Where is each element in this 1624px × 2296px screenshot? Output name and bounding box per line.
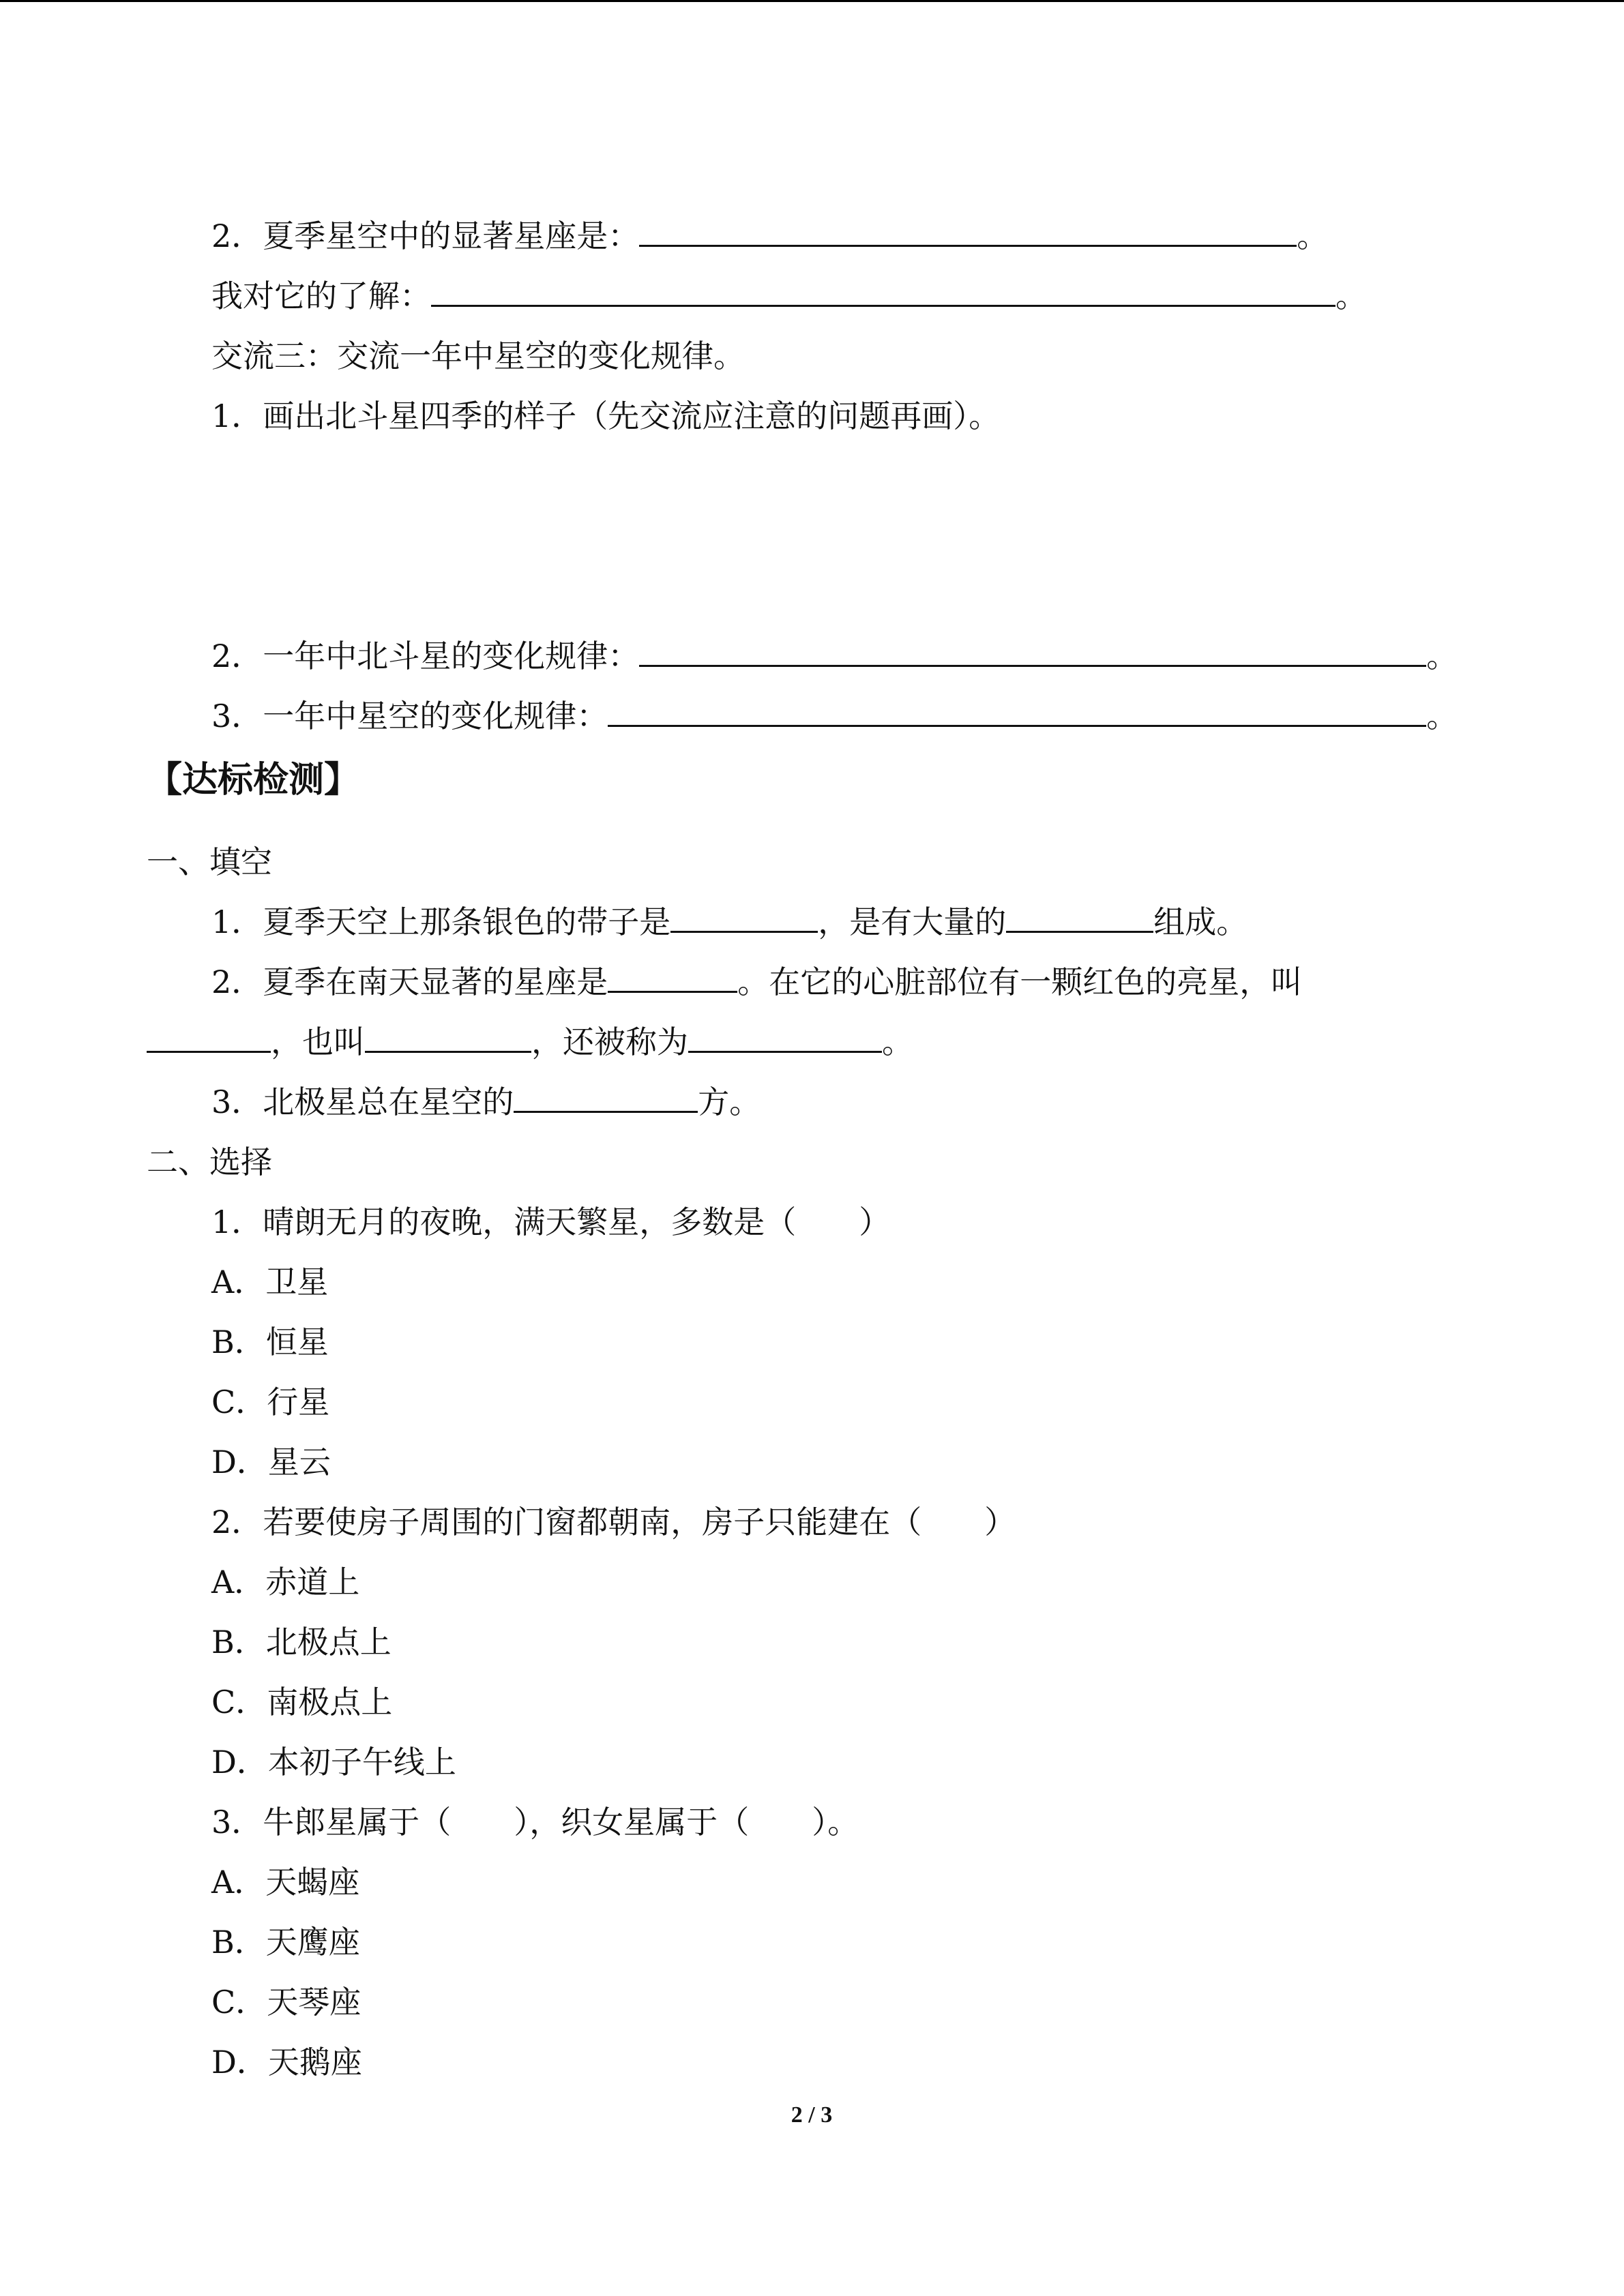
exchange3-q3-text: 3．一年中星空的变化规律： xyxy=(211,698,608,734)
answer-blank[interactable] xyxy=(1006,904,1153,933)
fill-q2-part-a: 2．夏季在南天显著的星座是 xyxy=(211,964,608,1000)
fill-q3-part-a: 3．北极星总在星空的 xyxy=(211,1084,514,1120)
choice-q2-option[interactable]: A．赤道上 xyxy=(211,1564,360,1600)
choice-q1-option[interactable]: D．星云 xyxy=(211,1444,331,1480)
exchange2-q2 xyxy=(211,217,1328,255)
fill-q1 xyxy=(211,903,1247,941)
answer-blank[interactable] xyxy=(147,1024,271,1053)
section-heading: 【达标检测】 xyxy=(147,760,360,801)
choice-q2-option[interactable]: C．南极点上 xyxy=(211,1684,393,1720)
page-number: 2 / 3 xyxy=(791,2102,833,2128)
choice-q2-option[interactable]: D．本初子午线上 xyxy=(211,1744,456,1780)
answer-blank[interactable] xyxy=(608,964,737,993)
exchange2-understanding-end: 。 xyxy=(1335,278,1367,314)
fill-q2-part-c: ，也叫 xyxy=(271,1024,365,1060)
top-border xyxy=(0,0,1624,2)
exchange2-understanding xyxy=(211,277,1367,315)
choice-q3-option[interactable]: B．天鹰座 xyxy=(211,1924,360,1960)
fill-q3 xyxy=(211,1083,761,1121)
choice-q3-option[interactable]: C．天琴座 xyxy=(211,1984,361,2021)
choice-q1-option[interactable]: B．恒星 xyxy=(211,1324,329,1360)
exchange3-q2-end: 。 xyxy=(1426,638,1458,674)
answer-blank[interactable] xyxy=(688,1024,882,1053)
exchange2-q2-end: 。 xyxy=(1297,218,1329,254)
fill-q2-continued xyxy=(147,1023,913,1061)
exchange3-q2 xyxy=(211,637,1458,675)
answer-blank[interactable] xyxy=(670,904,818,933)
answer-blank[interactable] xyxy=(514,1084,698,1113)
fill-q2-part-d: ，还被称为 xyxy=(531,1024,688,1060)
fill-q1-part-a: 1．夏季天空上那条银色的带子是 xyxy=(211,904,671,940)
choice-q1: 1．晴朗无月的夜晚，满天繁星，多数是（ ） xyxy=(211,1204,891,1240)
choice-q2-option[interactable]: B．北极点上 xyxy=(211,1624,392,1660)
drawing-area[interactable] xyxy=(211,464,1439,627)
fill-q2 xyxy=(211,963,1302,1001)
answer-blank[interactable] xyxy=(431,278,1335,307)
fill-q1-part-c: 组成。 xyxy=(1153,904,1248,940)
answer-blank[interactable] xyxy=(608,698,1426,727)
exchange2-q2-text: 2．夏季星空中的显著星座是： xyxy=(211,218,640,254)
fill-q2-part-e: 。 xyxy=(882,1024,913,1060)
choice-q2: 2．若要使房子周围的门窗都朝南，房子只能建在（ ） xyxy=(211,1504,1016,1540)
fill-q2-part-b: 。在它的心脏部位有一颗红色的亮星，叫 xyxy=(737,964,1303,1000)
exchange3-q2-text: 2．一年中北斗星的变化规律： xyxy=(211,638,640,674)
exchange3-title: 交流三：交流一年中星空的变化规律。 xyxy=(211,338,745,374)
fill-q3-part-b: 方。 xyxy=(698,1084,761,1120)
fill-title: 一、填空 xyxy=(147,844,272,880)
answer-blank[interactable] xyxy=(639,638,1426,667)
choice-q1-option[interactable]: A．卫星 xyxy=(211,1264,329,1300)
fill-q1-part-b: ，是有大量的 xyxy=(818,904,1007,940)
choice-q3-option[interactable]: D．天鹅座 xyxy=(211,2044,362,2081)
choice-q3: 3．牛郎星属于（ ），织女星属于（ ）。 xyxy=(211,1804,859,1840)
exchange3-q3-end: 。 xyxy=(1426,698,1458,734)
answer-blank[interactable] xyxy=(365,1024,531,1053)
choice-q3-option[interactable]: A．天蝎座 xyxy=(211,1864,360,1900)
choice-title: 二、选择 xyxy=(147,1144,272,1180)
choice-q1-option[interactable]: C．行星 xyxy=(211,1384,330,1420)
exchange3-q1: 1．画出北斗星四季的样子（先交流应注意的问题再画）。 xyxy=(211,398,1001,434)
answer-blank[interactable] xyxy=(639,218,1297,247)
exchange2-understanding-text: 我对它的了解： xyxy=(211,278,431,314)
exchange3-q3 xyxy=(211,697,1458,735)
